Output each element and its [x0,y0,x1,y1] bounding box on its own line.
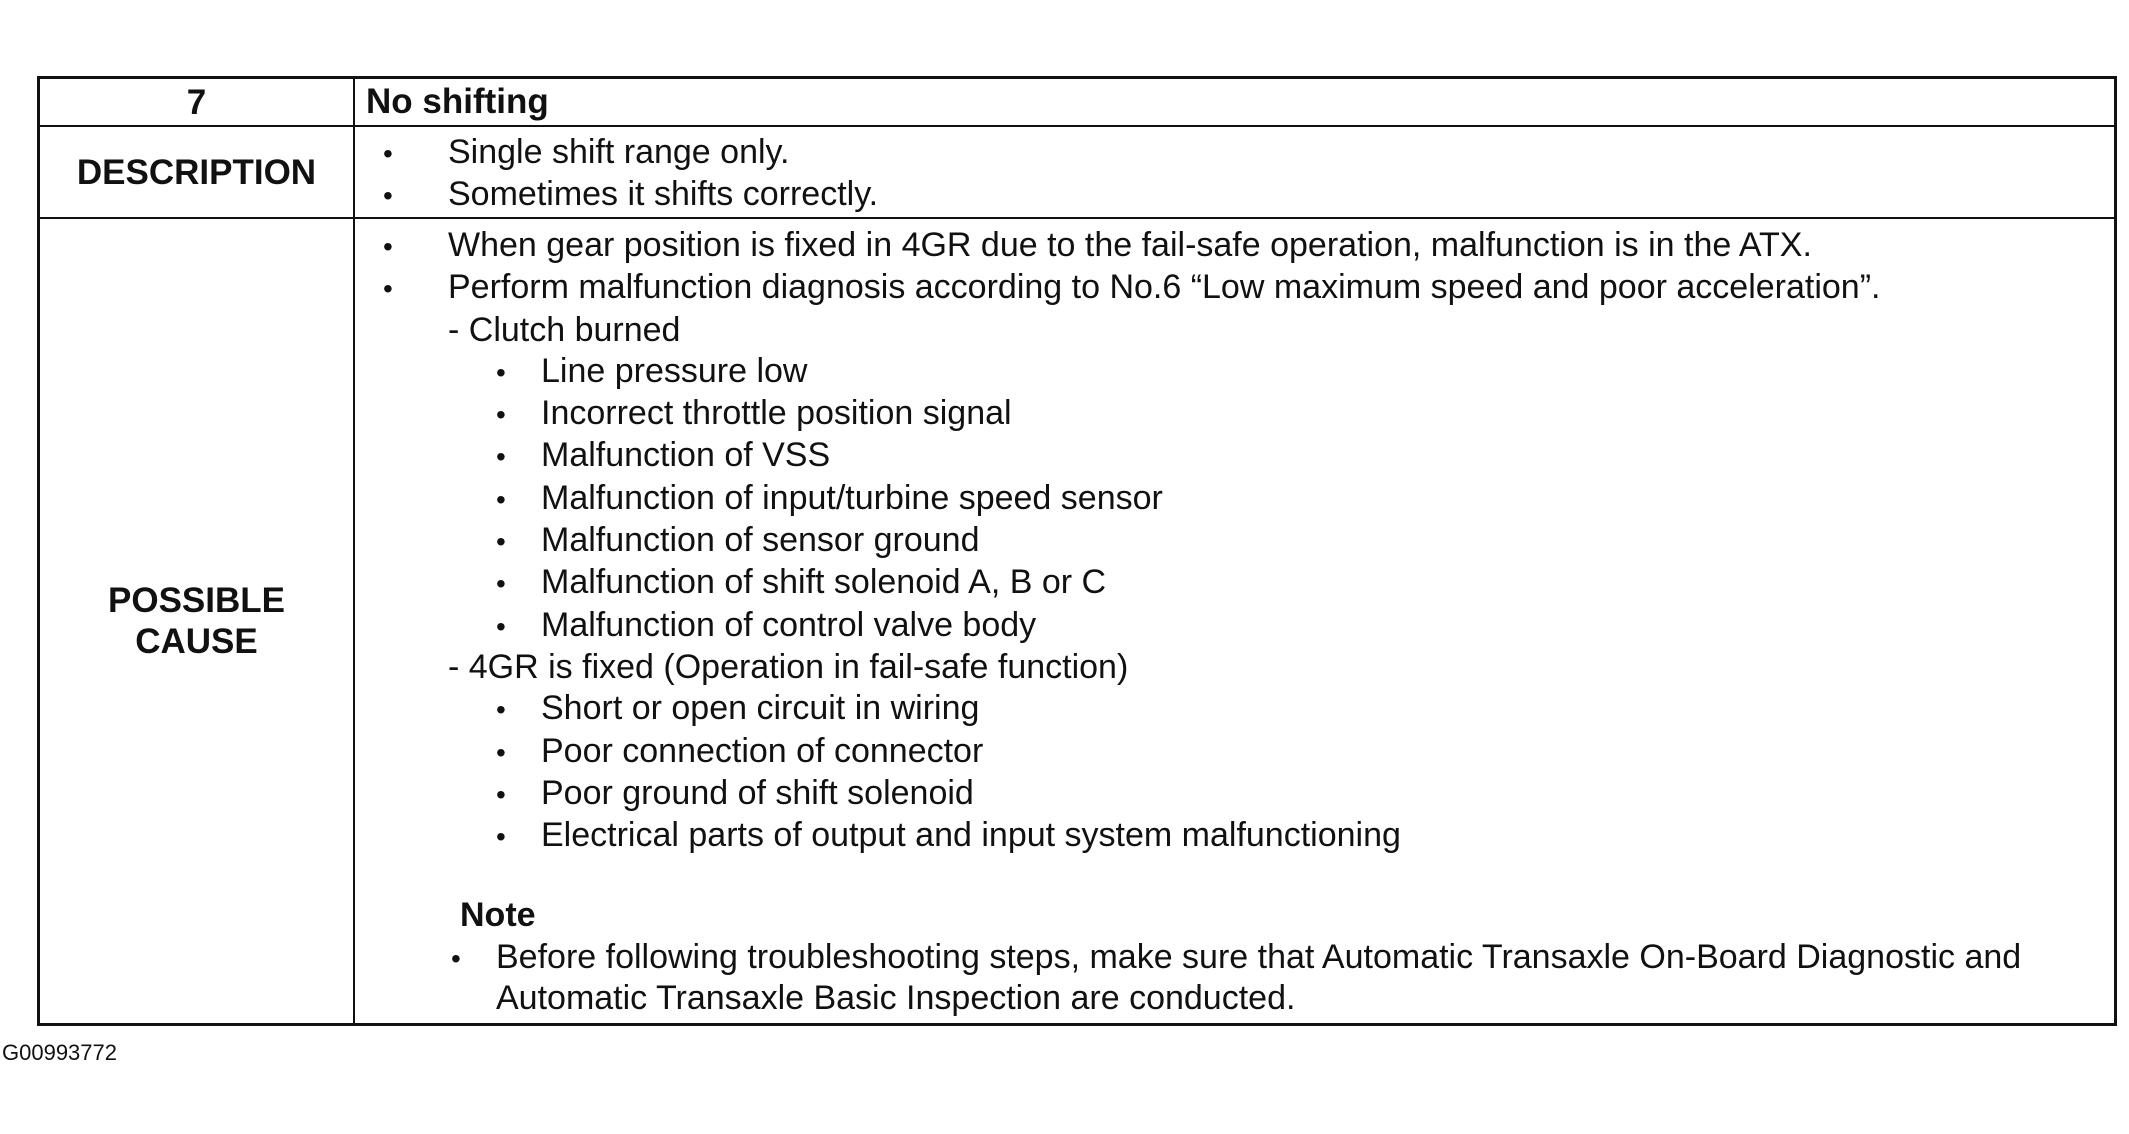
note-heading: Note [460,896,536,935]
bullet-icon: • [496,610,506,642]
cause-subitem: • Poor ground of shift solenoid [383,773,2114,815]
cause-subitem: • Poor connection of connector [383,731,2114,773]
bullet-icon: • [496,483,506,515]
cause-subitem: • Incorrect throttle position signal [383,393,2114,435]
bullet-icon: • [383,231,393,262]
bullet-icon: • [496,356,506,388]
troubleshooting-table [37,76,2117,1026]
cause-item: • When gear position is fixed in 4GR due to the fail-safe operation, malfunction is in the ATX. [383,225,2114,267]
step-title: No shifting [355,79,2114,127]
description-item: • Single shift range only. [383,132,2114,174]
note-text: Before following troubleshooting steps, make sure that Automatic Transaxle On-Board Diagnostic and Automatic Transaxle Basic Inspection are conducted. [496,937,2022,1018]
bullet-icon: • [496,821,506,853]
bullet-icon: • [496,526,506,558]
cause-group-heading: - Clutch burned [448,310,681,349]
description-label: DESCRIPTION [40,127,355,219]
cause-subitem: • Malfunction of control valve body [383,605,2114,647]
description-list [355,127,2114,219]
bullet-icon: • [383,180,393,212]
cause-subitem: • Malfunction of shift solenoid A, B or C [383,562,2114,604]
cause-subitem: • Malfunction of input/turbine speed sensor [383,478,2114,520]
bullet-icon: • [496,736,506,768]
bullet-icon: • [496,694,506,726]
bullet-icon: • [496,568,506,600]
possible-cause-list [355,219,2114,1023]
bullet-icon: • [496,441,506,473]
cause-subitem: • Malfunction of sensor ground [383,520,2114,562]
cause-subitem: • Electrical parts of output and input system malfunctioning [383,815,2114,857]
bullet-icon: • [496,778,506,810]
possible-cause-label: POSSIBLE CAUSE [40,219,355,1023]
cause-group-heading: - 4GR is fixed (Operation in fail-safe function) [448,647,1129,686]
cause-subitem: • Line pressure low [383,351,2114,393]
step-number: 7 [40,79,355,127]
figure-id: G00993772 [2,1040,117,1065]
description-item: • Sometimes it shifts correctly. [383,174,2114,216]
bullet-icon: • [383,138,393,169]
cause-item: • Perform malfunction diagnosis according to No.6 “Low maximum speed and poor acceleration”. [383,267,2114,309]
bullet-icon: • [496,399,506,431]
cause-subitem: • Short or open circuit in wiring [383,688,2114,730]
bullet-icon: • [383,273,393,305]
cause-subitem: • Malfunction of VSS [383,435,2114,477]
bullet-icon: • [451,942,461,974]
note-item [383,937,2114,1020]
